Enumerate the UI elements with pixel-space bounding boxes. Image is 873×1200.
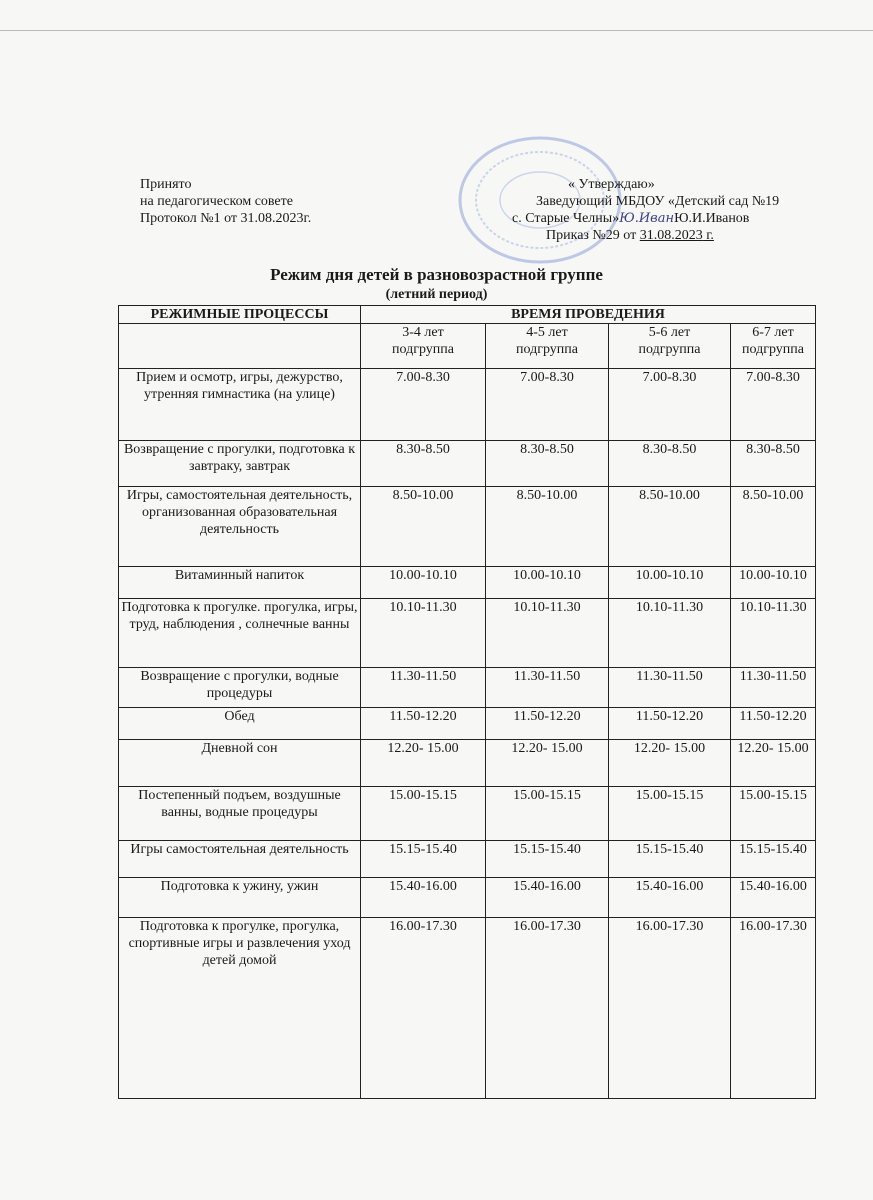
table-row [119,599,816,668]
time-cell: 10.00-10.10 [731,567,816,599]
process-cell: Постепенный подъем, воздушные ванны, водные процедуры [119,787,361,841]
process-cell: Подготовка к ужину, ужин [119,878,361,918]
time-cell: 10.10-11.30 [731,599,816,668]
time-cell: 7.00-8.30 [486,369,609,441]
schedule-table [118,305,816,1099]
time-cell: 10.10-11.30 [609,599,731,668]
time-cell: 15.00-15.15 [361,787,486,841]
time-cell: 12.20- 15.00 [361,740,486,787]
processes-header: РЕЖИМНЫЕ ПРОЦЕССЫ [119,306,361,324]
table-row [119,787,816,841]
table-row [119,841,816,878]
approval-block [480,176,820,244]
time-cell: 11.50-12.20 [731,708,816,740]
time-cell: 8.50-10.00 [486,487,609,567]
age-group-header [731,324,816,369]
accepted-block [140,176,311,227]
age-range: 6-7 лет [752,325,794,340]
time-cell: 15.40-16.00 [609,878,731,918]
time-cell: 11.50-12.20 [609,708,731,740]
time-cell: 8.50-10.00 [731,487,816,567]
table-row [119,369,816,441]
time-cell: 15.40-16.00 [731,878,816,918]
table-row [119,740,816,787]
time-cell: 10.00-10.10 [609,567,731,599]
subgroup-label: подгруппа [742,342,804,357]
age-group-header [361,324,486,369]
time-cell: 8.30-8.50 [609,441,731,487]
time-cell: 15.40-16.00 [361,878,486,918]
time-cell: 11.30-11.50 [609,668,731,708]
table-row [119,918,816,1099]
time-header: ВРЕМЯ ПРОВЕДЕНИЯ [361,306,816,324]
table-row [119,487,816,567]
table-row [119,668,816,708]
time-cell: 11.30-11.50 [731,668,816,708]
time-cell: 12.20- 15.00 [731,740,816,787]
head-name: Ю.И.Иванов [674,211,750,226]
time-cell: 7.00-8.30 [731,369,816,441]
time-cell: 11.30-11.50 [361,668,486,708]
time-cell: 16.00-17.30 [731,918,816,1099]
protocol-label: Протокол №1 от 31.08.2023г. [140,211,312,226]
time-cell: 15.40-16.00 [486,878,609,918]
time-cell: 8.30-8.50 [361,441,486,487]
time-cell: 15.15-15.40 [361,841,486,878]
time-cell: 15.00-15.15 [731,787,816,841]
time-cell: 15.00-15.15 [609,787,731,841]
time-cell: 12.20- 15.00 [486,740,609,787]
process-cell: Дневной сон [119,740,361,787]
process-cell: Обед [119,708,361,740]
subgroup-label: подгруппа [638,342,701,357]
order-date: 31.08.2023 [639,228,703,243]
age-range: 3-4 лет [402,325,444,340]
time-cell: 8.30-8.50 [486,441,609,487]
time-cell: 7.00-8.30 [361,369,486,441]
time-cell: 8.30-8.50 [731,441,816,487]
time-cell: 16.00-17.30 [361,918,486,1099]
accepted-label: Принято [140,177,192,192]
age-groups-row [119,324,816,369]
empty-cell [119,324,361,369]
time-cell: 15.00-15.15 [486,787,609,841]
time-cell: 15.15-15.40 [609,841,731,878]
order-year-suffix: г. [702,228,714,243]
scan-artifact-line [0,30,873,31]
time-cell: 10.00-10.10 [486,567,609,599]
approve-label: « Утверждаю» [568,177,655,192]
time-cell: 11.50-12.20 [486,708,609,740]
time-cell: 16.00-17.30 [609,918,731,1099]
subgroup-label: подгруппа [516,342,578,357]
table-row [119,441,816,487]
subgroup-label: подгруппа [392,342,454,357]
village-name: с. Старые Челны» [512,211,620,226]
head-position: Заведующий МБДОУ «Детский сад №19 [536,194,780,209]
time-cell: 12.20- 15.00 [609,740,731,787]
document-title: Режим дня детей в разновозрастной группе [270,265,603,284]
process-cell: Подготовка к прогулке. прогулка, игры, труд, наблюдения , солнечные ванны [119,599,361,668]
process-cell: Витаминный напиток [119,567,361,599]
process-cell: Возвращение с прогулки, подготовка к завтраку, завтрак [119,441,361,487]
time-cell: 16.00-17.30 [486,918,609,1099]
council-label: на педагогическом совете [140,194,293,209]
order-label: Приказ №29 от [546,228,640,243]
document-subtitle: (летний период) [385,287,488,302]
time-cell: 7.00-8.30 [609,369,731,441]
time-cell: 8.50-10.00 [361,487,486,567]
table-row [119,567,816,599]
time-cell: 10.00-10.10 [361,567,486,599]
time-cell: 11.30-11.50 [486,668,609,708]
time-cell: 15.15-15.40 [486,841,609,878]
process-cell: Возвращение с прогулки, водные процедуры [119,668,361,708]
time-cell: 15.15-15.40 [731,841,816,878]
process-cell: Прием и осмотр, игры, дежурство, утренняя гимнастика (на улице) [119,369,361,441]
time-cell: 8.50-10.00 [609,487,731,567]
time-cell: 11.50-12.20 [361,708,486,740]
age-range: 4-5 лет [526,325,568,340]
time-cell: 10.10-11.30 [361,599,486,668]
time-cell: 10.10-11.30 [486,599,609,668]
process-cell: Игры, самостоятельная деятельность, организованная образовательная деятельность [119,487,361,567]
table-row [119,708,816,740]
signature-line [480,210,820,227]
table-header-row [119,306,816,324]
order-line [480,227,820,244]
handwritten-signature: Ю.Иван [619,211,675,226]
process-cell: Подготовка к прогулке, прогулка, спортивные игры и развлечения уход детей домой [119,918,361,1099]
age-group-header [486,324,609,369]
age-range: 5-6 лет [648,325,691,340]
age-group-header [609,324,731,369]
table-row [119,878,816,918]
process-cell: Игры самостоятельная деятельность [119,841,361,878]
